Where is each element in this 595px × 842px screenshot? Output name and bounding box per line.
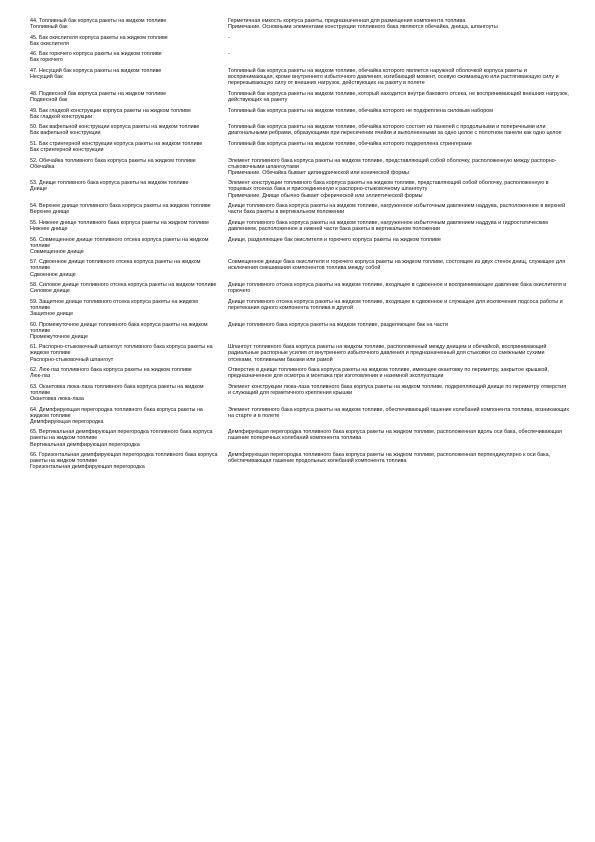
term-column — [30, 68, 225, 86]
definition-text: Отверстие в днище топливного бака корпуса ракеты на жидком топливе, имеющее окантовку по периметру, закрытое крышкой, предназначенное для осмотра и монтажа при изготовлении и наземной эксплуатации — [228, 367, 549, 380]
term-title: 44. Топливный бак корпуса ракеты на жидком топливе — [30, 18, 167, 24]
term-title: 61. Распорно-стыковочный шпангоут топливного бака корпуса ракеты на жидком топливе — [30, 344, 213, 357]
term-column — [30, 220, 225, 232]
definition-column — [225, 322, 570, 340]
glossary-entry — [30, 282, 570, 294]
definition-column — [225, 452, 570, 470]
term-title: 63. Окантовка люка-лаза топливного бака корпуса ракеты на жидком топливе — [30, 383, 204, 396]
definition-column — [225, 68, 570, 86]
definition-text: Днище топливного бака корпуса ракеты на жидком топливе, нагруженное избыточным давлением наддува и гидростатическим давлением, расположенное в нижней части бака ракеты в вертикальном положении — [228, 219, 548, 232]
definition-text: Элемент конструкции топливного бака корпуса ракеты на жидком топливе, представляющий собой оболочку, расположенную в торцевых отсеках бака и присоединенную к распорно-стыковочному шпангоуту — [228, 180, 549, 193]
glossary-entry — [30, 429, 570, 447]
glossary-entry — [30, 124, 570, 136]
definition-text: Топливный бак корпуса ракеты на жидком топливе, обечайка которого подкреплена стрингерами — [228, 140, 472, 147]
term-short-form: Окантовка люка-лаза — [30, 396, 84, 402]
term-column — [30, 18, 225, 30]
definition-column — [225, 180, 570, 198]
term-title: 53. Днище топливного бака корпуса ракеты на жидком топливе — [30, 180, 189, 187]
term-column — [30, 384, 225, 402]
definition-column — [225, 18, 570, 30]
term-column — [30, 158, 225, 176]
definition-column — [225, 299, 570, 317]
term-short-form: Совмещенное днище — [30, 248, 84, 255]
definition-text: Демпфирующая перегородка топливного бака корпуса ракеты на жидком топливе, расположенная перпендикулярно к оси бака, обеспечивающая гашение продольных колебаний компонента топлива — [228, 452, 551, 465]
definition-text: Днище топливного бака корпуса ракеты на жидком топливе, разделяющее бак на части — [228, 321, 448, 328]
definition-note: Примечание. Основными элементами конструкции топливного бака являются обечайка, днища, шпангоуты — [228, 24, 498, 31]
glossary-entry — [30, 452, 570, 470]
glossary-entry — [30, 141, 570, 153]
glossary-entry — [30, 68, 570, 86]
term-title: 62. Люк-лаз топливного бака корпуса ракеты на жидком топливе — [30, 367, 192, 374]
definition-text: Элемент топливного бака корпуса ракеты на жидком топливе, представляющий собой оболочку, расположенную между распорно-стыковочными шпангоутами — [228, 157, 557, 170]
term-title: 47. Несущий бак корпуса ракеты на жидком топливе — [30, 68, 162, 75]
glossary-entry — [30, 344, 570, 362]
term-short-form: Люк-лаз — [30, 373, 51, 380]
term-column — [30, 259, 225, 277]
term-column — [30, 237, 225, 255]
term-column — [30, 452, 225, 470]
term-column — [30, 429, 225, 447]
definition-text: Шпангоут топливного бака корпуса ракеты на жидком топливе, расположенный между днищем и обечайкой, воспринимающий радиальные распорные усилия от внутреннего избыточного давления и предназначенный для стыковки со смежными сухими отсеками, топливными баками или рамой — [228, 344, 547, 363]
glossary-entry — [30, 180, 570, 198]
term-title: 58. Силовое днище топливного отсека корпуса ракеты на жидком топливе — [30, 282, 217, 289]
term-short-form: Нижнее днище — [30, 225, 68, 232]
term-short-form: Демпфирующая перегородка — [30, 418, 104, 425]
term-title: 46. Бак горючего корпуса ракеты на жидком топливе — [30, 51, 162, 58]
term-title: 48. Подвесной бак корпуса ракеты на жидком топливе — [30, 90, 167, 97]
term-title: 49. Бак гладкой конструкции корпуса ракеты на жидком топливе — [30, 107, 191, 114]
term-short-form: Промежуточное днище — [30, 333, 88, 340]
term-column — [30, 124, 225, 136]
term-title: 56. Совмещенное днище топливного отсека корпуса ракеты на жидком топливе — [30, 236, 209, 249]
term-short-form: Бак гладкой конструкции — [30, 113, 93, 120]
term-title: 54. Верхнее днище топливного бака корпуса ракеты на жидком топливе — [30, 203, 211, 210]
definition-column — [225, 158, 570, 176]
definition-column — [225, 237, 570, 255]
term-short-form: Несущий бак — [30, 74, 63, 81]
definition-column — [225, 429, 570, 447]
term-short-form: Горизонтальная демпфирующая перегородка — [30, 464, 145, 471]
term-title: 64. Демпфирующая перегородка топливного бака корпуса ракеты на жидком топливе — [30, 406, 203, 419]
definition-column — [225, 141, 570, 153]
definition-column — [225, 407, 570, 425]
glossary-entry — [30, 220, 570, 232]
glossary-entry — [30, 108, 570, 120]
term-column — [30, 108, 225, 120]
glossary-entry — [30, 158, 570, 176]
glossary-entry — [30, 367, 570, 379]
definition-column — [225, 220, 570, 232]
definition-column — [225, 344, 570, 362]
term-title: 59. Защитное днище топливного отсека корпуса ракеты на жидком топливе — [30, 298, 198, 311]
definition-text: - — [228, 34, 230, 41]
term-column — [30, 51, 225, 63]
glossary-entry — [30, 259, 570, 277]
term-column — [30, 91, 225, 103]
term-column — [30, 35, 225, 47]
definition-column — [225, 203, 570, 215]
definition-column — [225, 51, 570, 63]
glossary-entry — [30, 18, 570, 30]
term-short-form: Бак стрингерной конструкции — [30, 147, 104, 153]
definition-column — [225, 91, 570, 103]
term-column — [30, 141, 225, 153]
term-short-form: Обечайка — [30, 163, 55, 170]
term-title: 45. Бак окислителя корпуса ракеты на жидком топливе — [30, 34, 168, 41]
term-short-form: Защитное днище — [30, 310, 74, 317]
term-short-form: Бак окислителя — [30, 40, 69, 47]
term-title: 57. Сдвоенное днище топливного отсека корпуса ракеты на жидком топливе — [30, 259, 201, 272]
term-title: 55. Нижнее днище топливного бака корпуса ракеты на жидком топливе — [30, 219, 209, 226]
definition-text: Днище, разделяющее бак окислителя и горючего корпуса ракеты на жидком топливе — [228, 236, 441, 243]
term-column — [30, 367, 225, 379]
glossary-entry — [30, 51, 570, 63]
definition-text: Днище топливного отсека корпуса ракеты на жидком топливе, входящее в сдвоенное и воспринимающее давление бака окислителя и горючего — [228, 282, 567, 295]
glossary-entry — [30, 203, 570, 215]
term-title: 66. Горизонтальная демпфирующая перегородка топливного бака корпуса ракеты на жидком топливе — [30, 452, 218, 465]
definition-column — [225, 282, 570, 294]
definition-note: Примечание. Обечайка бывает цилиндрической или конической формы — [228, 169, 409, 176]
term-column — [30, 282, 225, 294]
definition-text: Днище топливного отсека корпуса ракеты на жидком топливе, входящее в сдвоенное и служащее для исключения подсоса работы и перетекания одного компонента топлива в другой — [228, 298, 563, 311]
term-short-form: Сдвоенное днище — [30, 271, 76, 278]
definition-column — [225, 35, 570, 47]
glossary-entry — [30, 407, 570, 425]
glossary-entry — [30, 299, 570, 317]
term-short-form: Бак вафельной конструкции — [30, 130, 101, 137]
definition-column — [225, 108, 570, 120]
term-column — [30, 180, 225, 198]
glossary-entry — [30, 237, 570, 255]
glossary-entry — [30, 384, 570, 402]
term-column — [30, 203, 225, 215]
definition-text: Топливный бак корпуса ракеты на жидком топливе, обечайка которого состоит из панелей с продольными и поперечными или диагональными ребрами, образующими при пересечении ячейки и выполненными за одно целое с полотном панели как одно целое — [228, 124, 562, 137]
term-column — [30, 299, 225, 317]
term-short-form: Бак горючего — [30, 57, 63, 64]
definition-text: Днище топливного бака корпуса ракеты на жидком топливе, нагруженное избыточным давлением наддува, расположенное в верхней части бака ракеты в вертикальном положении — [228, 203, 566, 216]
glossary-entry — [30, 322, 570, 340]
definition-text: Элемент конструкции люка-лаза топливного бака корпуса ракеты на жидком топливе, подкрепляющий днище по периметру отверстия и служащий для герметичного крепления крышки — [228, 383, 567, 396]
term-title: 52. Обечайка топливного бака корпуса ракеты на жидком топливе — [30, 157, 196, 164]
term-title: 65. Вертикальная демпфирующая перегородка топливного бака корпуса ракеты на жидком топливе — [30, 429, 213, 442]
definition-column — [225, 384, 570, 402]
term-short-form: Вертикальная демпфирующая перегородка — [30, 441, 140, 448]
term-short-form: Верхнее днище — [30, 209, 70, 216]
glossary-page — [30, 18, 570, 475]
definition-column — [225, 367, 570, 379]
term-column — [30, 322, 225, 340]
definition-text: Элемент топливного бака корпуса ракеты на жидком топливе, обеспечивающий гашение колебаний компонента топлива, возникающих на старте и в полете — [228, 406, 570, 419]
term-column — [30, 344, 225, 362]
term-title: 50. Бак вафельной конструкции корпуса ракеты на жидком топливе — [30, 124, 200, 131]
definition-column — [225, 259, 570, 277]
term-short-form: Топливный бак — [30, 24, 68, 31]
definition-note: Примечание. Днище обычно бывает сферической или эллиптической формы — [228, 192, 423, 199]
definition-text: Герметичная емкость корпуса ракеты, предназначенная для размещения компонента топлива — [228, 18, 466, 24]
term-title: 51. Бак стрингерной конструкции корпуса ракеты на жидком топливе — [30, 140, 203, 147]
term-short-form: Днище — [30, 186, 48, 193]
definition-text: Совмещенное днище бака окислителя и горючего корпуса ракеты на жидком топливе, состоящее из двух стенок днищ, служащее для исключения смешивания компонентов топлива между собой — [228, 259, 566, 272]
term-short-form: Подвесной бак — [30, 96, 68, 103]
glossary-entry — [30, 91, 570, 103]
definition-text: Топливный бак корпуса ракеты на жидком топливе, обечайка которого не подкреплена силовым набором — [228, 107, 493, 114]
term-short-form: Распорно-стыковочный шпангоут — [30, 356, 114, 363]
definition-text: Демпфирующая перегородка топливного бака корпуса ракеты на жидком топливе, расположенная вдоль оси бака, обеспечивающая гашение поперечных колебаний компонента топлива — [228, 429, 562, 442]
definition-column — [225, 124, 570, 136]
term-column — [30, 407, 225, 425]
term-short-form: Силовое днище — [30, 288, 70, 295]
definition-text: Топливный бак корпуса ракеты на жидком топливе, обечайка которого является наружной оболочкой корпуса ракеты и воспринимающая, кроме внутреннего избыточного давления, изгибающий момент, осевую сжимающую или растягивающую силу и перерезывающую силу от внешних нагрузок, действующих на ракету в полете — [228, 68, 559, 87]
term-title: 60. Промежуточное днище топливного бака корпуса ракеты на жидком топливе — [30, 321, 208, 334]
definition-text: Топливный бак корпуса ракеты на жидком топливе, который находится внутри бакового отсека, не воспринимающий внешних нагрузок, действующих на ракету — [228, 90, 569, 103]
glossary-entry — [30, 35, 570, 47]
definition-text: - — [228, 51, 230, 58]
